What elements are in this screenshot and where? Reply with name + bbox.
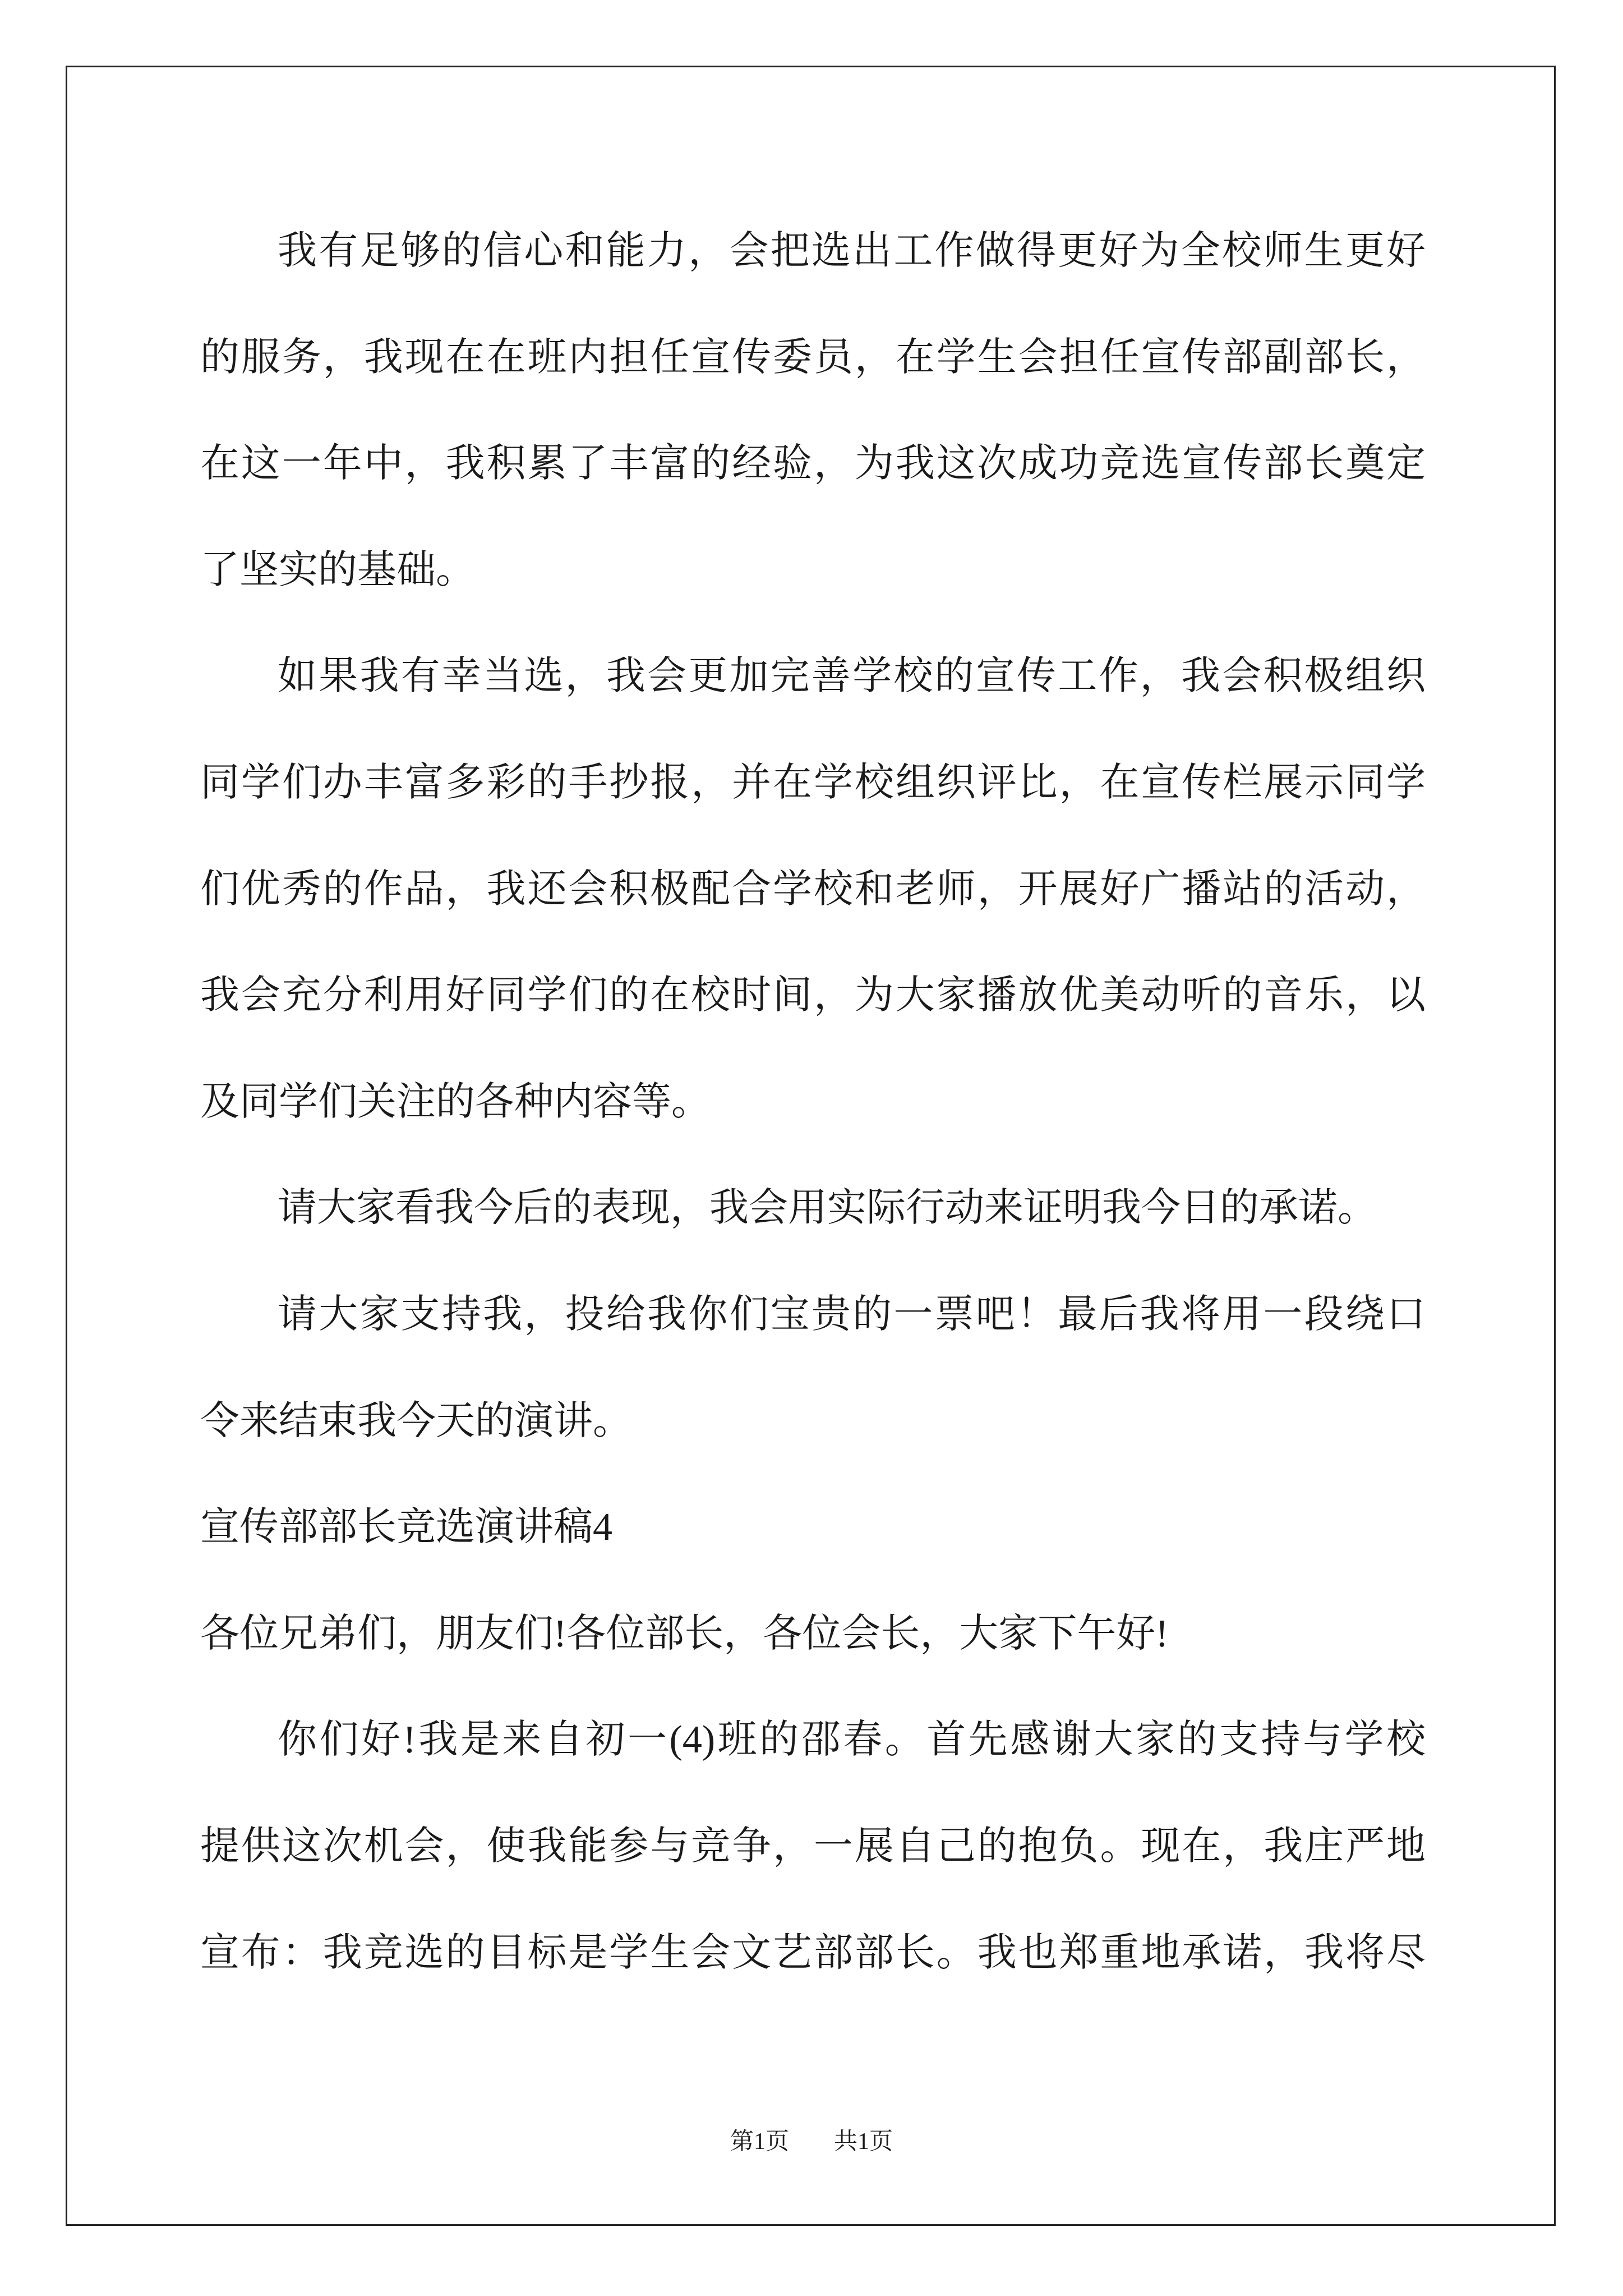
text-line: 同学们办丰富多彩的手抄报，并在学校组织评比，在宣传栏展示同学 — [200, 761, 1426, 804]
text-line: 在这一年中，我积累了丰富的经验，为我这次成功竞选宣传部长奠定 — [200, 442, 1426, 486]
text-line: 请大家看我今后的表现，我会用实际行动来证明我今日的承诺。 — [278, 1186, 1377, 1230]
text-line: 我会充分利用好同学们的在校时间，为大家播放优美动听的音乐，以 — [200, 974, 1426, 1018]
text-line: 你们好!我是来自初一(4)班的邵春。首先感谢大家的支持与学校 — [278, 1718, 1426, 1762]
text-line: 如果我有幸当选，我会更加完善学校的宣传工作，我会积极组织 — [278, 655, 1426, 698]
section-title: 宣传部部长竞选演讲稿4 — [200, 1506, 612, 1549]
text-line: 我有足够的信心和能力，会把选出工作做得更好为全校师生更好 — [278, 229, 1426, 273]
paragraph — [200, 1687, 1426, 2006]
text-line: 宣布：我竞选的目标是学生会文艺部部长。我也郑重地承诺，我将尽 — [200, 1931, 1426, 1975]
paragraph — [200, 1262, 1426, 1474]
paragraph — [200, 623, 1426, 1155]
text-line: 请大家支持我，投给我你们宝贵的一票吧！最后我将用一段绕口 — [278, 1292, 1426, 1336]
text-line: 及同学们关注的各种内容等。 — [200, 1080, 711, 1124]
text-line: 了坚实的基础。 — [200, 548, 475, 592]
page-footer — [0, 2126, 1623, 2157]
text-line: 令来结束我今天的演讲。 — [200, 1399, 632, 1443]
document-body — [200, 198, 1426, 2006]
paragraph — [200, 198, 1426, 623]
text-line: 提供这次机会，使我能参与竞争，一展自己的抱负。现在，我庄严地 — [200, 1824, 1426, 1868]
paragraph — [200, 1155, 1426, 1262]
text-line: 的服务，我现在在班内担任宣传委员，在学生会担任宣传部副部长， — [200, 335, 1426, 379]
page-number: 第1页 — [730, 2129, 789, 2155]
greeting: 各位兄弟们，朋友们!各位部长，各位会长，大家下午好! — [200, 1612, 1169, 1655]
page-total: 共1页 — [834, 2129, 893, 2155]
text-line: 们优秀的作品，我还会积极配合学校和老师，开展好广播站的活动， — [200, 867, 1426, 911]
